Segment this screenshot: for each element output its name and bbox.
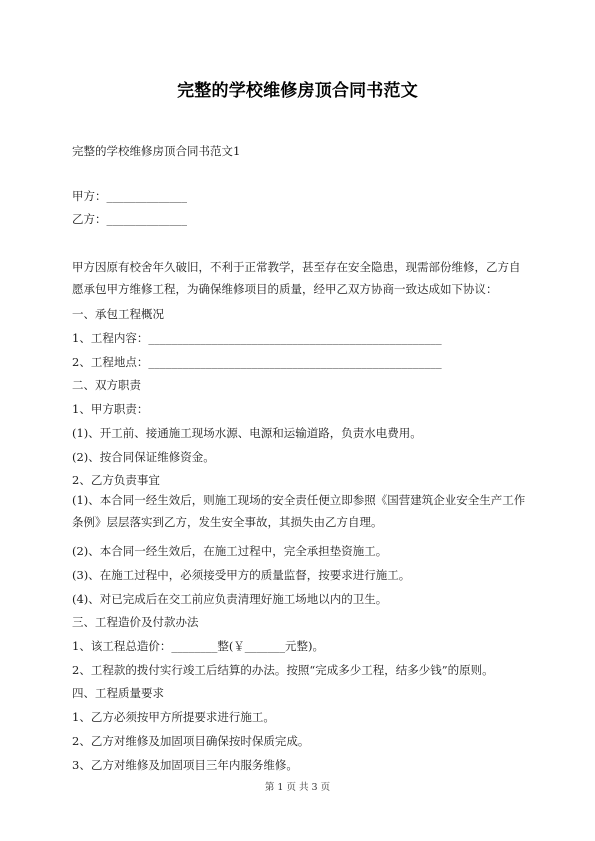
party-b-line: 乙方：______________	[72, 212, 187, 226]
clause-paragraph: (1)、本合同一经生效后，则施工现场的安全责任便立即参照《国营建筑企业安全生产工作条例》层层落实到乙方，发生安全事故，其损失由乙方自理。	[72, 493, 526, 529]
page-footer: 第 1 页 共 3 页	[264, 782, 331, 793]
section-line: 一、承包工程概况	[72, 307, 164, 321]
section-line: 2、工程款的拨付实行竣工后结算的办法。按照“完成多少工程，结多少钱”的原则。	[72, 663, 494, 677]
document-title: 完整的学校维修房顶合同书范文	[177, 81, 418, 101]
section-line: 2、乙方对维修及加固项目确保按时保质完成。	[72, 734, 310, 748]
section-line: 1、乙方必须按甲方所提要求进行施工。	[72, 710, 275, 724]
section-line: 三、工程造价及付款办法	[72, 615, 199, 629]
section-line: 1、工程内容：___________________________________________________	[72, 331, 442, 345]
document-subtitle: 完整的学校维修房顶合同书范文1	[72, 144, 241, 158]
section-line: 3、乙方对维修及加固项目三年内服务维修。	[72, 758, 298, 772]
section-line: (2)、按合同保证维修资金。	[72, 450, 215, 464]
section-line: 2、乙方负责事宜	[72, 473, 160, 487]
section-line: 二、双方职责	[72, 378, 141, 392]
party-a-line: 甲方：______________	[72, 189, 187, 203]
section-line: 四、工程质量要求	[72, 686, 164, 700]
section-line: (3)、在施工过程中，必须接受甲方的质量监督，按要求进行施工。	[72, 568, 411, 582]
section-line: (4)、对已完成后在交工前应负责清理好施工场地以内的卫生。	[72, 592, 388, 606]
intro-paragraph: 甲方因原有校舍年久破旧，不利于正常教学，甚至存在安全隐患，现需部份维修，乙方自愿承包甲方维修工程，为确保维修项目的质量，经甲乙双方协商一致达成如下协议：	[72, 260, 521, 296]
section-line: 1、该工程总造价：________整(￥_______元整)。	[72, 639, 325, 653]
section-line: (2)、本合同一经生效后，在施工过程中，完全承担垫资施工。	[72, 544, 388, 558]
section-line: (1)、开工前、接通施工现场水源、电源和运输道路，负责水电费用。	[72, 426, 422, 440]
section-line: 2、工程地点：___________________________________________________	[72, 355, 442, 369]
section-line: 1、甲方职责：	[72, 402, 149, 416]
